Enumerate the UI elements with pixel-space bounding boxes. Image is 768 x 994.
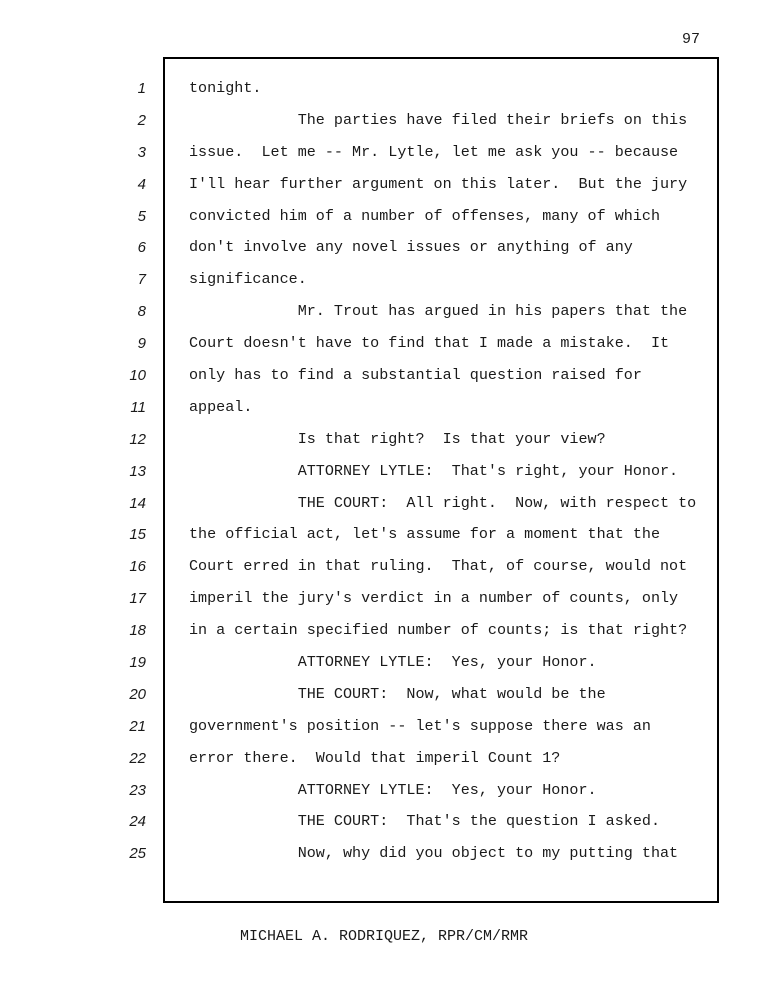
transcript-line: significance. (189, 270, 307, 289)
transcript-line: THE COURT: All right. Now, with respect to (189, 493, 697, 512)
line-number: 17 (129, 590, 146, 608)
line-number: 4 (137, 175, 146, 193)
reporter-footer: MICHAEL A. RODRIQUEZ, RPR/CM/RMR (239, 928, 529, 945)
line-number: 18 (129, 622, 146, 640)
transcript-line: Now, why did you object to my putting that (189, 844, 679, 863)
line-number: 8 (137, 303, 146, 321)
line-number: 15 (129, 526, 146, 544)
transcript-text (189, 73, 709, 870)
transcript-line: error there. Would that imperil Count 1? (189, 748, 561, 767)
line-number: 21 (129, 717, 146, 735)
line-number: 22 (129, 749, 146, 767)
transcript-line: convicted him of a number of offenses, many of which (189, 206, 661, 225)
transcript-line: Court doesn't have to find that I made a mistake. It (189, 334, 670, 353)
transcript-line: ATTORNEY LYTLE: That's right, your Honor. (189, 461, 679, 480)
transcript-line: Is that right? Is that your view? (189, 429, 606, 448)
line-number: 23 (129, 781, 146, 799)
transcript-line: tonight. (189, 79, 262, 97)
line-number: 14 (129, 494, 146, 512)
transcript-line: in a certain specified number of counts; is that right? (189, 621, 688, 640)
line-number: 9 (137, 335, 146, 353)
transcript-line: imperil the jury's verdict in a number of counts, only (189, 589, 679, 608)
line-number: 10 (129, 367, 146, 385)
line-number: 2 (137, 111, 146, 129)
line-number: 6 (137, 239, 146, 257)
transcript-line: THE COURT: That's the question I asked. (189, 812, 661, 831)
page-number: 97 (681, 31, 700, 48)
line-number: 24 (129, 813, 146, 831)
transcript-line: ATTORNEY LYTLE: Yes, your Honor. (189, 653, 597, 672)
transcript-line: the official act, let's assume for a moment that the (189, 525, 661, 544)
transcript-line: ATTORNEY LYTLE: Yes, your Honor. (189, 780, 597, 799)
transcript-line: I'll hear further argument on this later. But the jury (189, 174, 688, 193)
line-number: 5 (137, 207, 146, 225)
line-number: 11 (130, 398, 146, 416)
line-number: 19 (129, 654, 146, 672)
line-number: 1 (137, 80, 146, 97)
transcript-line: appeal. (189, 397, 253, 416)
line-number-column (100, 73, 146, 870)
transcript-line: don't involve any novel issues or anything of any (189, 238, 633, 257)
line-number: 20 (129, 685, 146, 703)
transcript-line: government's position -- let's suppose there was an (189, 716, 651, 735)
line-number: 7 (137, 271, 146, 289)
line-number: 25 (129, 845, 146, 863)
line-number: 16 (129, 558, 146, 576)
transcript-line: issue. Let me -- Mr. Lytle, let me ask you -- because (189, 142, 679, 161)
line-number: 13 (129, 462, 146, 480)
transcript-line: Mr. Trout has argued in his papers that the (189, 302, 688, 321)
transcript-line: Court erred in that ruling. That, of course, would not (189, 557, 688, 576)
transcript-line: only has to find a substantial question raised for (189, 366, 642, 385)
transcript-line: The parties have filed their briefs on this (189, 110, 688, 129)
line-number: 12 (129, 430, 146, 448)
transcript-line: THE COURT: Now, what would be the (189, 684, 606, 703)
line-number: 3 (137, 143, 146, 161)
